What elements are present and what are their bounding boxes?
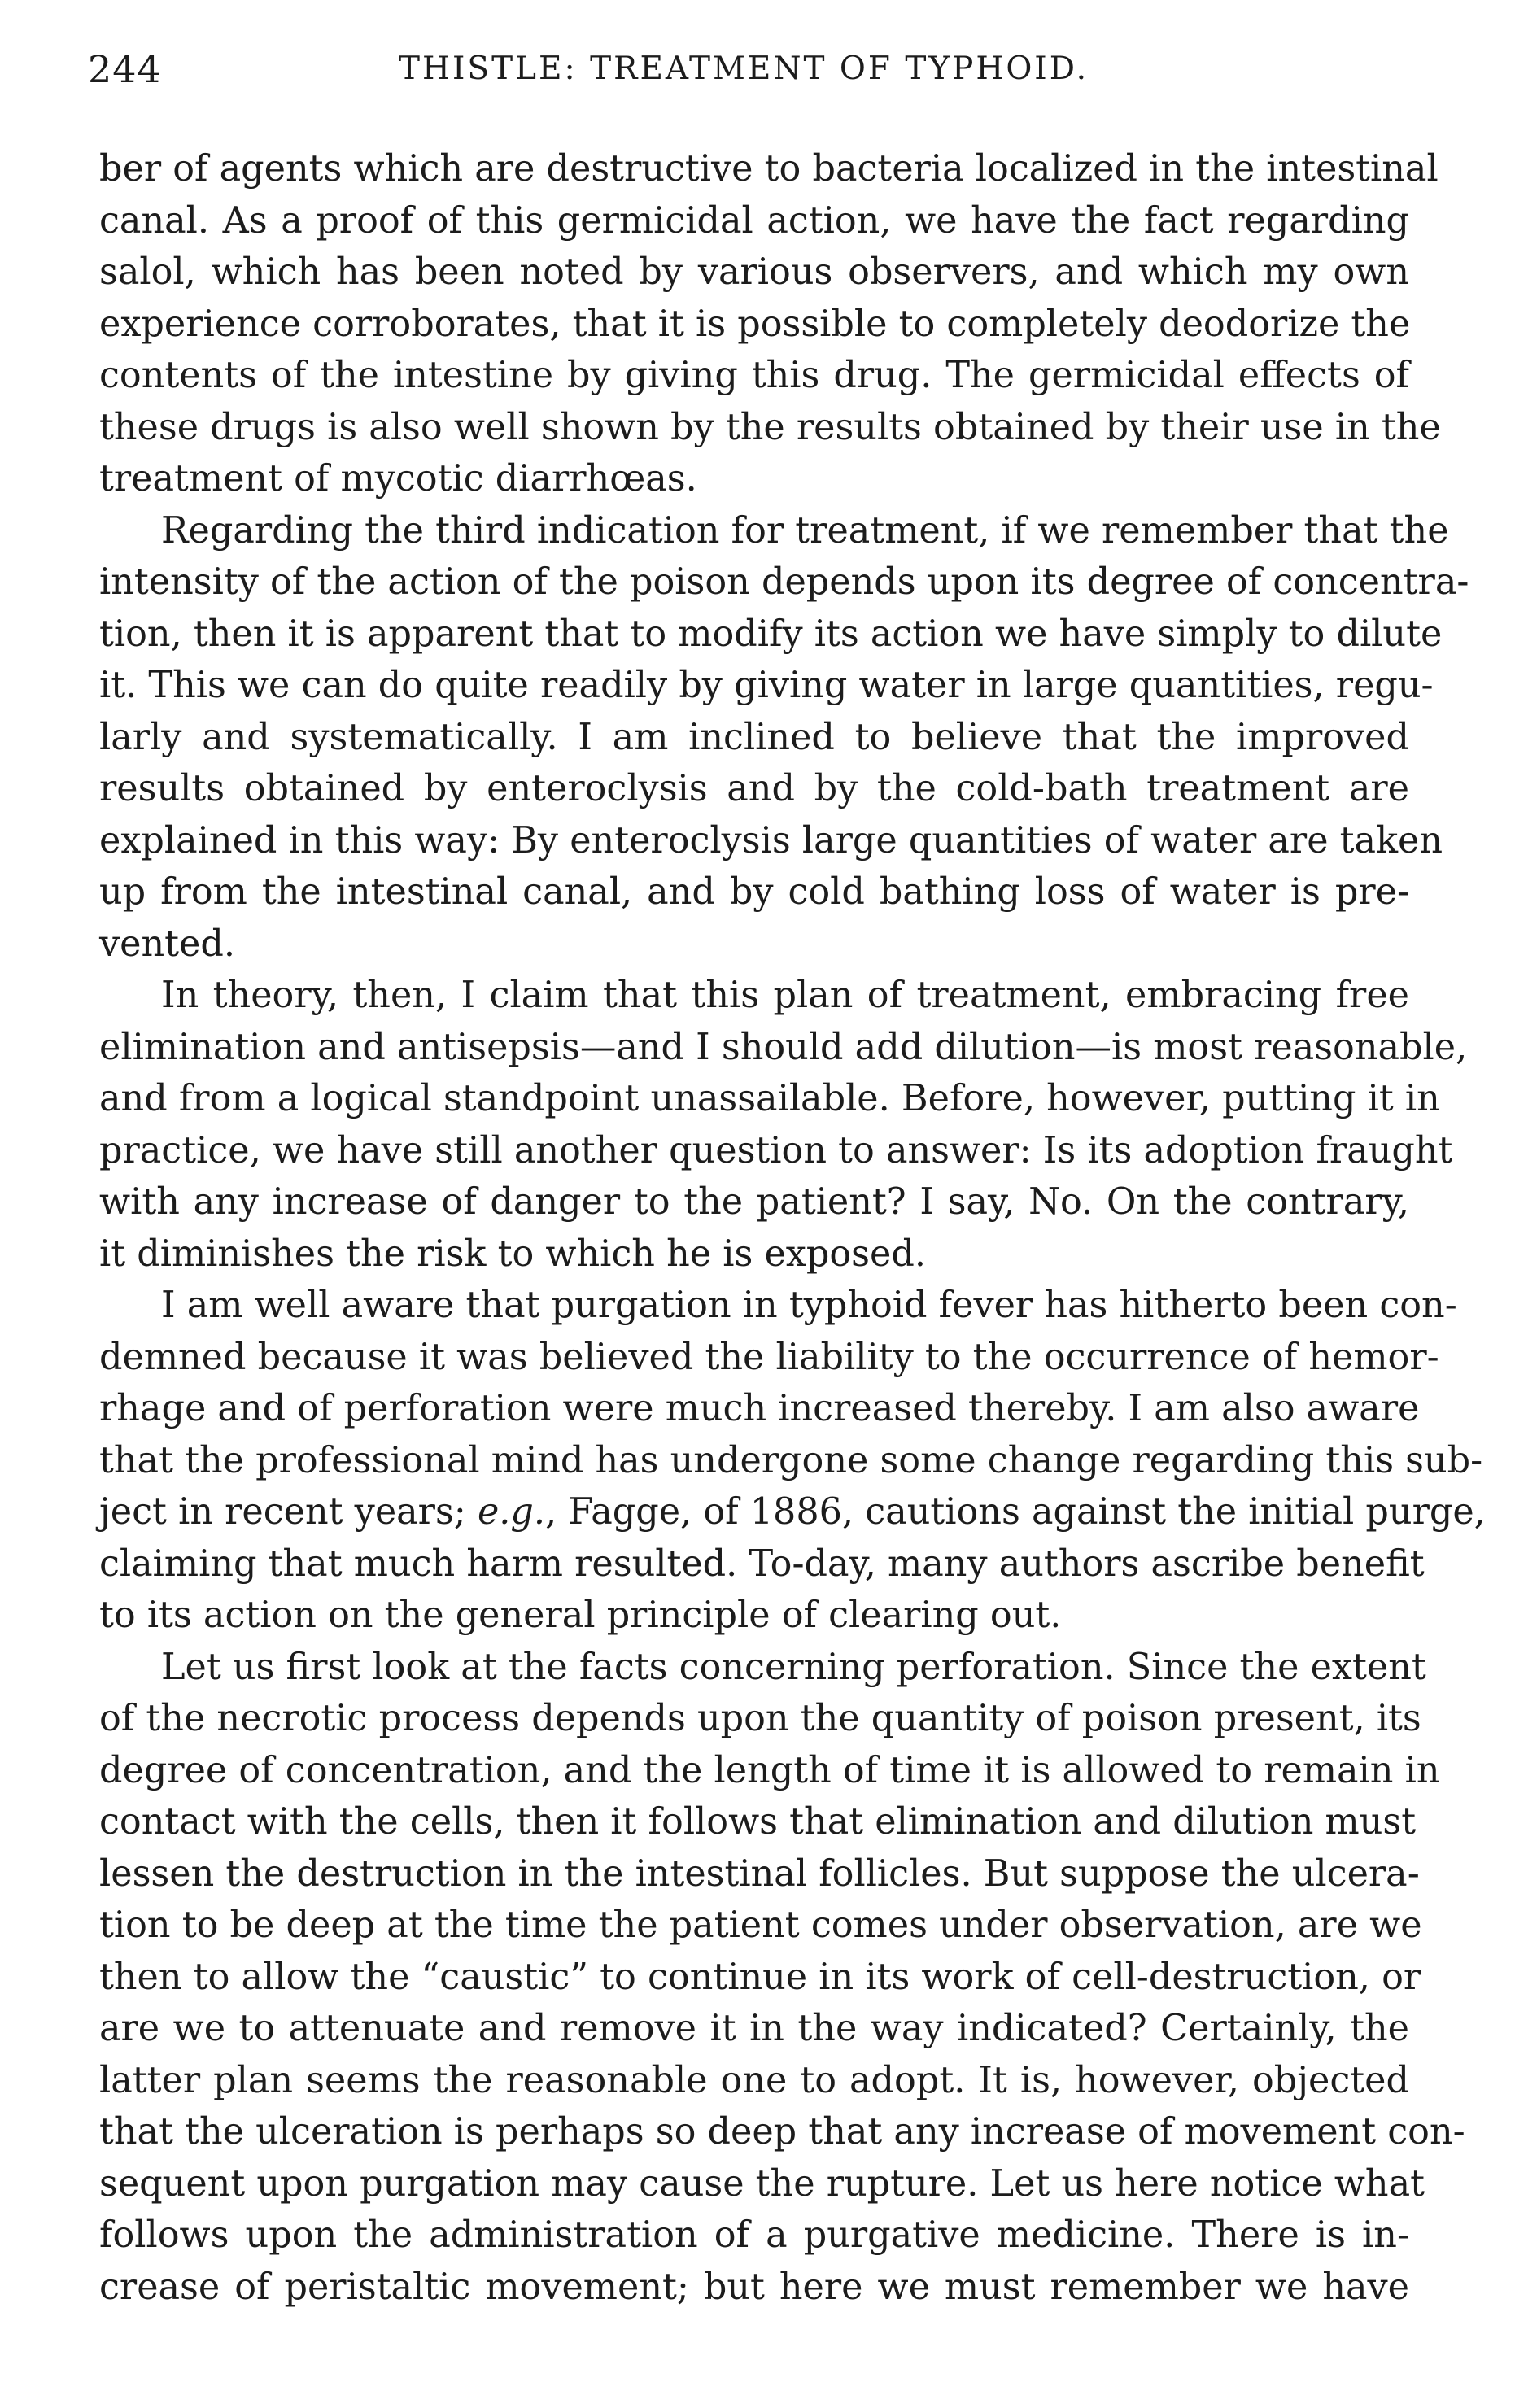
paragraph	[99, 1642, 1465, 2314]
text-line: explained in this way: By enteroclysis large quantities of water are taken	[99, 819, 1443, 862]
text-line: are we to attenuate and remove it in the way indicated? Certainly, the	[99, 2008, 1409, 2049]
text-line	[99, 1486, 1486, 1538]
text-line: ber of agents which are destructive to bacteria localized in the intestinal	[99, 148, 1439, 190]
text-line: elimination and antisepsis—and I should add dilution—is most reasonable,	[99, 1026, 1468, 1068]
text-line: canal. As a proof of this germicidal action, we have the fact regarding	[99, 199, 1409, 242]
text-line: lessen the destruction in the intestinal follicles. But suppose the ulcera-	[99, 1852, 1420, 1895]
page-number: 244	[88, 47, 162, 91]
text-line: it. This we can do quite readily by giving water in large quantities, regu-	[99, 665, 1434, 706]
text-line: contact with the cells, then it follows that elimination and dilution must	[99, 1801, 1417, 1843]
text-line: sequent upon purgation may cause the rupture. Let us here notice what	[99, 2162, 1425, 2205]
text-line: that the professional mind has undergone some change regarding this sub-	[99, 1439, 1483, 1481]
text-line: crease of peristaltic movement; but here we must remember we have	[99, 2266, 1409, 2308]
text-line: that the ulceration is perhaps so deep that any increase of movement con-	[99, 2111, 1465, 2153]
text-segment: ject in recent years;	[99, 1491, 478, 1533]
text-line: up from the intestinal canal, and by cold bathing loss of water is pre-	[99, 871, 1409, 913]
italic-abbreviation: e.g.	[477, 1491, 546, 1533]
paragraph	[99, 505, 1469, 971]
text-line: of the necrotic process depends upon the quantity of poison present, its	[99, 1698, 1421, 1739]
text-line: with any increase of danger to the patient? I say, No. On the contrary,	[99, 1181, 1409, 1223]
text-line: contents of the intestine by giving this drug. The germicidal effects of	[99, 355, 1409, 396]
text-line: then to allow the “caustic” to continue in its work of cell-destruction, or	[99, 1956, 1421, 1998]
running-head	[88, 47, 1409, 96]
text-line: tion, then it is apparent that to modify its action we have simply to dilute	[99, 613, 1443, 655]
text-line: salol, which has been noted by various observers, and which my own	[99, 251, 1409, 293]
text-line: latter plan seems the reasonable one to adopt. It is, however, objected	[99, 2059, 1409, 2101]
text-line: vented.	[99, 923, 235, 965]
paragraph	[99, 970, 1468, 1280]
text-line: I am well aware that purgation in typhoid fever has hitherto been con-	[161, 1285, 1457, 1326]
text-segment: , Fagge, of 1886, cautions against the initial purge,	[545, 1491, 1486, 1533]
text-line: tion to be deep at the time the patient comes under observation, are we	[99, 1904, 1422, 1946]
text-line: practice, we have still another question to answer: Is its adoption fraught	[99, 1129, 1453, 1171]
text-line: In theory, then, I claim that this plan of treatment, embracing free	[161, 975, 1409, 1016]
running-title: THISTLE: TREATMENT OF TYPHOID.	[399, 50, 1089, 87]
text-line: demned because it was believed the liability to the occurrence of hemor-	[99, 1336, 1439, 1378]
text-line: claiming that much harm resulted. To-day, many authors ascribe benefit	[99, 1542, 1425, 1585]
text-line: Let us first look at the facts concerning perforation. Since the extent	[161, 1646, 1426, 1688]
text-line: Regarding the third indication for treatment, if we remember that the	[161, 509, 1449, 552]
text-line: follows upon the administration of a purgative medicine. There is in-	[99, 2214, 1409, 2256]
text-line: and from a logical standpoint unassailable. Before, however, putting it in	[99, 1078, 1440, 1119]
body-text	[99, 143, 1486, 2313]
text-line: degree of concentration, and the length of time it is allowed to remain in	[99, 1749, 1440, 1791]
text-line: to its action on the general principle of clearing out.	[99, 1594, 1062, 1636]
text-line: intensity of the action of the poison depends upon its degree of concentra-	[99, 561, 1469, 603]
text-line: it diminishes the risk to which he is exposed.	[99, 1232, 926, 1275]
paragraph	[99, 143, 1441, 505]
paragraph	[99, 1280, 1486, 1642]
text-line: these drugs is also well shown by the results obtained by their use in the	[99, 406, 1441, 448]
text-line: treatment of mycotic diarrhœas.	[99, 458, 697, 499]
text-line: larly and systematically. I am inclined to believe that the improved	[99, 716, 1409, 758]
text-line: rhage and of perforation were much increased thereby. I am also aware	[99, 1388, 1420, 1429]
text-line: experience corroborates, that it is possible to completely deodorize the	[99, 303, 1411, 345]
text-line: results obtained by enteroclysis and by the cold-bath treatment are	[99, 768, 1409, 809]
